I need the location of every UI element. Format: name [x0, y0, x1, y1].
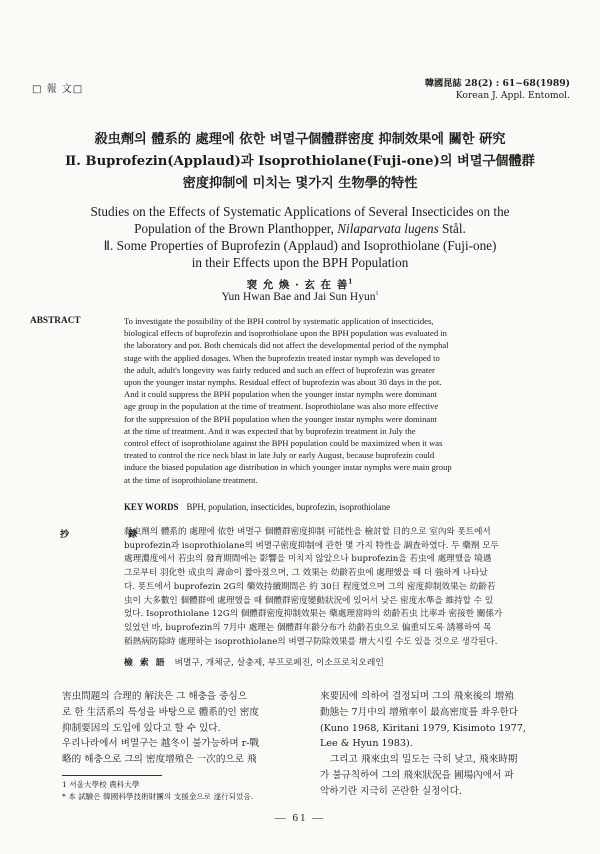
body-column-left — [62, 689, 320, 768]
korean-abstract-line: 었다. Isoprothiolane 12G의 個體群密度抑制效果는 藥處理當時의 幼齡若虫 比率과 密接한 關係가 — [124, 609, 503, 620]
abstract-line: And it could suppress the BPH population when the younger instar nymphs were dominant — [124, 389, 437, 400]
footnote-funding: * 本 試驗은 韓國科學技術財團의 支援金으로 遂行되었음. — [62, 792, 254, 801]
abstract-line: stage with the applied dosages. When the buprofezin treated instar nymph was developed to — [124, 352, 440, 363]
body-line: 害虫問題의 合理的 解決은 그 해충을 중심으 — [62, 691, 247, 702]
author-affiliation-mark: 1 — [348, 278, 354, 286]
korean-abstract-line: buprofezin과 isoprothiolane의 벼멸구密度抑制에 관한 몇 가지 特性을 調査하였다. 두 藥劑 모두 — [124, 540, 499, 551]
korean-keywords-text: 벼멸구, 개체군, 살충제, 부프로페진, 이소프로치오레인 — [174, 658, 384, 668]
korean-title-line-2: Ⅱ. Buprofezin(Applaud)과 Isoprothiolane(Fuji-one)의 벼멸구個體群 — [65, 154, 535, 169]
abstract-line: upon the younger instar nymphs. Residual effect of buprofezin was about 30 days in the pot. — [124, 377, 442, 388]
keywords-label: KEY WORDS — [124, 502, 179, 512]
abstract-label: ABSTRACT — [30, 316, 81, 326]
korean-title-line-1: 殺虫劑의 體系的 處理에 依한 벼멸구個體群密度 抑制效果에 關한 硏究 — [94, 132, 506, 147]
korean-abstract-line: 다. 폿트에서 buprofezin 2G의 藥效持續期間은 約 30日 程度였으며 그의 密度抑制效果는 幼齡若 — [124, 581, 496, 592]
keywords — [124, 502, 390, 512]
english-title-prefix: Population of the Brown Planthopper, — [134, 221, 338, 236]
body-line: Lee & Hyun 1983). — [320, 738, 413, 750]
korean-abstract-label: 抄 錄 — [60, 530, 166, 540]
korean-keywords-label: 檢 索 語 — [124, 658, 167, 668]
korean-title-line-3: 密度抑制에 미치는 몇가지 生物學的特性 — [182, 176, 418, 191]
body-line: 그리고 飛來虫의 밀도는 극히 낮고, 飛來時期 — [330, 754, 518, 766]
body-line: 로 한 生活系의 특성을 바탕으로 體系的인 密度 — [62, 706, 259, 718]
species-name: Nilaparvata lugens — [337, 221, 439, 236]
english-title-line-4: in their Effects upon the BPH Population — [191, 255, 409, 270]
journal-english: Korean J. Appl. Entomol. — [455, 90, 570, 101]
abstract-line: at the time of isoprothiolane treatment. — [124, 474, 258, 485]
korean-abstract-line: 그로부터 羽化한 成虫의 壽命이 짧아졌으며, 그 效果는 幼齡若虫에 處理했을 때 더 強하게 나타났 — [124, 568, 488, 579]
body-column-right — [320, 689, 576, 800]
footnote-rule — [62, 775, 162, 776]
korean-abstract-line: 虫이 大多數인 個體群에 處理했을 때 個體群密度變動狀況에 있어서 낮은 密度水準을 維持할 수 있 — [124, 595, 494, 606]
body-line: 略的 해충으로 그의 密度增殖은 一次的으로 飛 — [62, 754, 257, 766]
section-tag: □ 報 文□ — [32, 84, 84, 95]
journal-korean: 韓國昆誌 28(2) : 61~68(1989) — [424, 78, 570, 89]
abstract-line: the laboratory and pot. Both chemicals did not affect the developmental period of the nymphal — [124, 340, 449, 351]
body-line: 來要因에 의하여 결정되며 그의 飛來後의 增殖 — [320, 691, 514, 702]
abstract-line: at the time of treatment. And it was expected that by buprofezin treatment in July the — [124, 425, 416, 436]
abstract-line: To investigate the possibility of the BPH control by systematic application of insecticides, — [124, 316, 434, 326]
english-title-line-1: Studies on the Effects of Systematic Applications of Several Insecticides on the — [90, 204, 510, 219]
keywords-text: BPH, population, insecticides, buprofezin, isoprothiolane — [186, 502, 391, 512]
body-line: 우리나라에서 벼멸구는 越冬이 불가능하며 r-戰 — [62, 738, 260, 750]
footnote-affiliation: 1 서울大學校 農科大學 — [62, 780, 140, 789]
author-affiliation-mark-en: 1 — [375, 291, 379, 298]
body-line: 악하기란 지극히 곤란한 실정이다. — [320, 785, 462, 797]
english-title-line-3: Ⅱ. Some Properties of Buprofezin (Applaud) and Isoprothiolane (Fuji-one) — [103, 238, 497, 253]
abstract-line: control effect of isoprothiolane against the BPH population could be maximized when it was — [124, 438, 443, 449]
authors-korean — [0, 277, 600, 292]
body-line: 抑制要因의 도입에 있다고 할 수 있다. — [62, 722, 221, 734]
abstract-line: induce the biased population age distribution in which younger instar nymphs were main group — [124, 462, 452, 473]
korean-abstract-line: 處理濃度에서 若虫의 發育期間에는 影響을 미치지 않았으나 buprofezin을 若虫에 處理했을 境遇 — [124, 554, 492, 565]
species-authority: Stål. — [438, 221, 466, 236]
abstract-line: age group in the population at the time of treatment. Isoprothiolane was also more effective — [124, 401, 439, 412]
page-number: — 61 — — [274, 812, 326, 824]
korean-abstract-body — [124, 526, 574, 649]
korean-abstract-line: 稻熱病防除時 處理하는 isoprothiolane의 벼멸구防除效果를 增大시킬 수도 있을 것으로 생각된다. — [124, 636, 498, 647]
abstract-line: treated to control the rice neck blast in late July or early August, because buprofezin could — [124, 450, 435, 461]
abstract-line: biological effects of buprofezin and isoprothiolane upon the BPH population was evaluated in — [124, 328, 447, 339]
abstract-line: for the suppression of the BPH population when the younger instar nymphs were dominant — [124, 413, 437, 424]
body-line: 動態는 7月中의 增殖率이 最高密度를 좌우한다 — [320, 706, 518, 718]
authors-english-names: Yun Hwan Bae and Jai Sun Hyun — [221, 291, 376, 303]
authors-korean-names: 裵 允 煥 · 玄 在 善 — [246, 279, 349, 291]
english-title-line-2 — [0, 220, 600, 237]
authors-english — [0, 291, 600, 303]
korean-abstract-line: 殺虫劑의 體系的 處理에 依한 벼멸구 個體群密度抑制 可能性을 檢討할 目的으로 室內와 폿트에서 — [124, 527, 491, 537]
body-line: (Kuno 1968, Kiritani 1979, Kisimoto 1977, — [320, 722, 526, 734]
journal-citation — [425, 78, 570, 102]
korean-keywords — [124, 655, 384, 668]
abstract-body — [124, 315, 572, 486]
abstract-line: the adult, adult's longevity was fairly reduced and such an effect of buprofezin was greater — [124, 364, 435, 375]
body-line: 가 불규칙하여 그의 飛來狀況을 圃場內에서 파 — [320, 769, 514, 781]
korean-abstract-line: 있었던 바, buprofezin의 7月中 處理는 個體群年齡分布가 幼齡若虫으로 偏重되도록 誘導하여 목 — [124, 622, 492, 633]
